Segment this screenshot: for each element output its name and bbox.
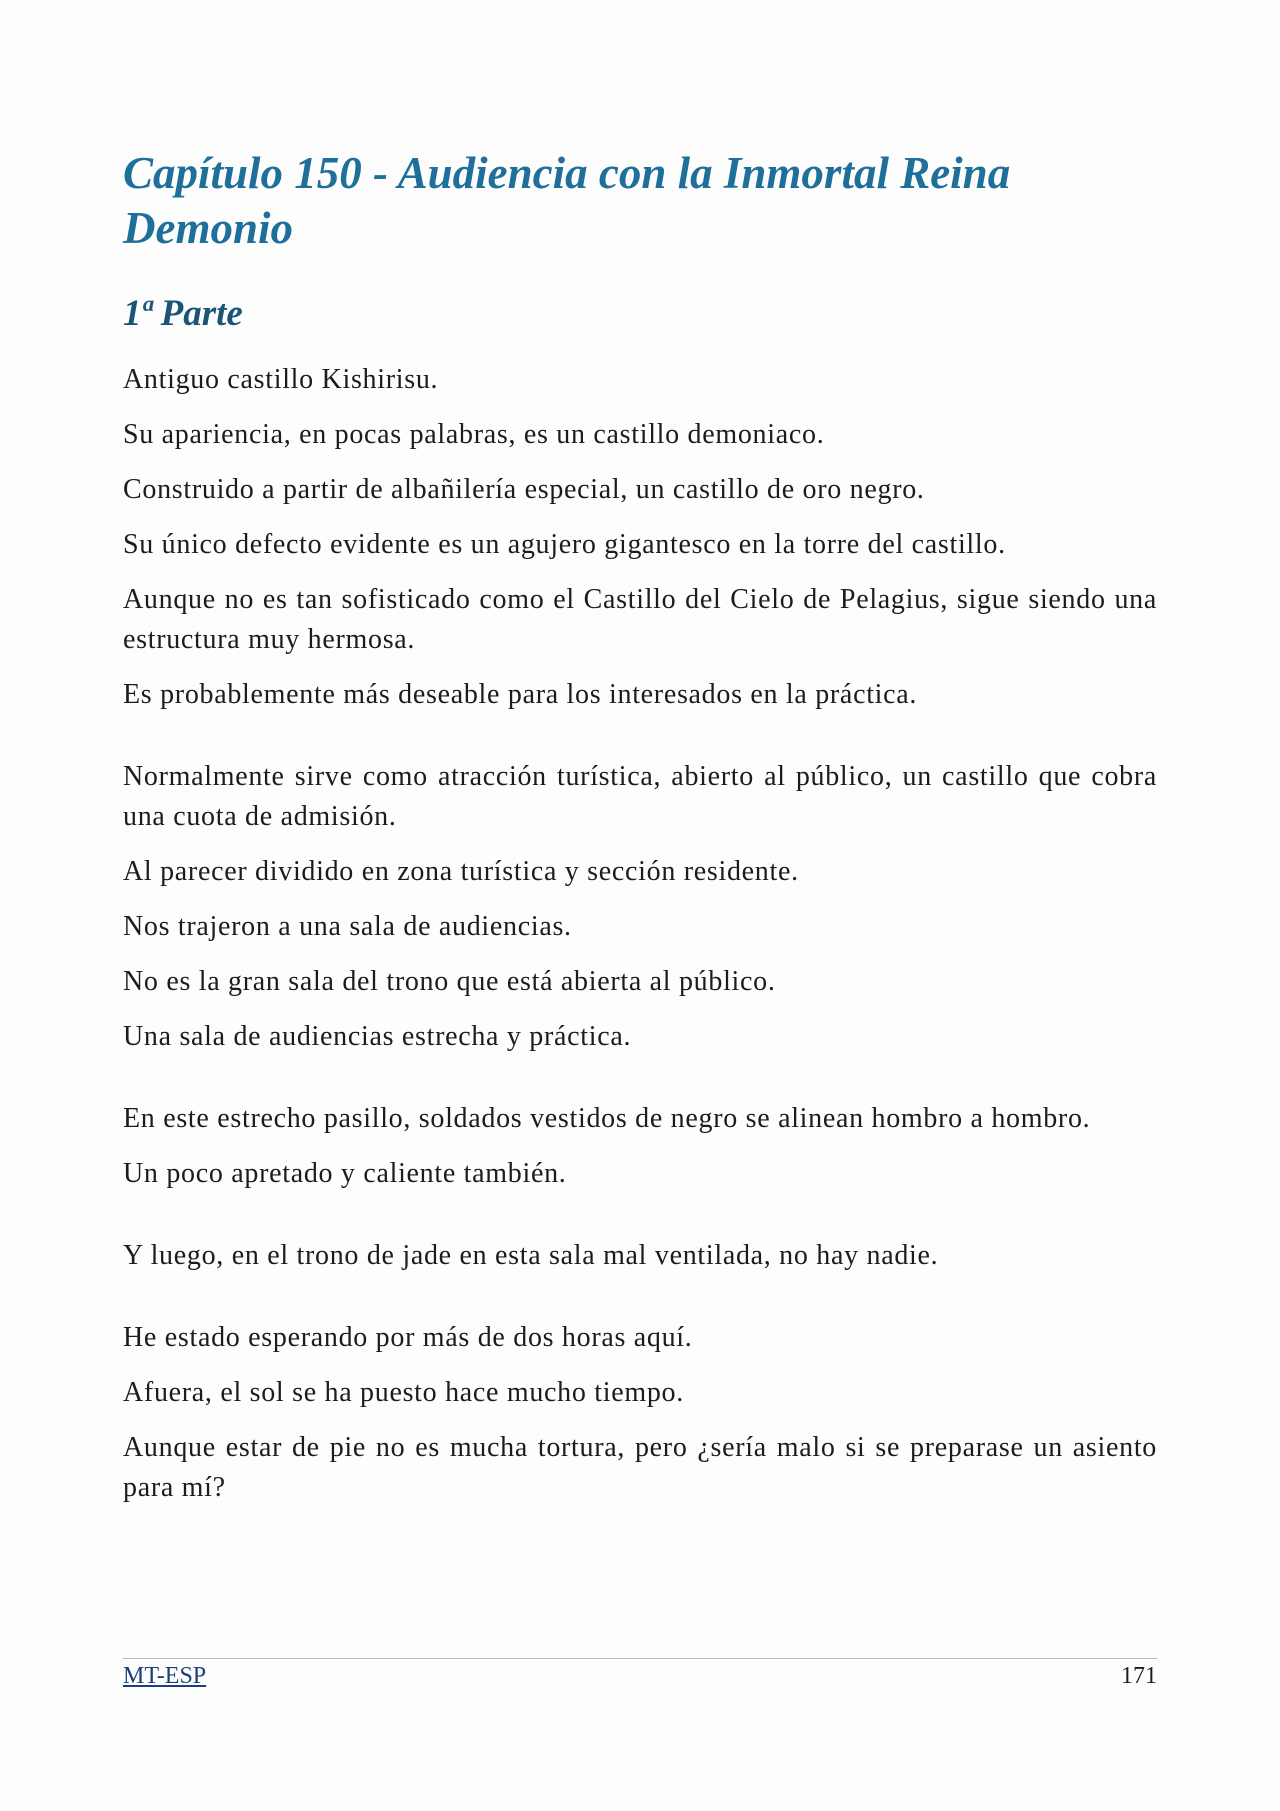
- paragraph: Una sala de audiencias estrecha y práctica.: [123, 1021, 632, 1052]
- paragraph: Su apariencia, en pocas palabras, es un castillo demoniaco.: [123, 419, 825, 450]
- paragraph: Aunque estar de pie no es mucha tortura, pero ¿sería malo si se preparase un asiento para mí?: [123, 1432, 1157, 1503]
- paragraph: Afuera, el sol se ha puesto hace mucho tiempo.: [123, 1377, 684, 1408]
- paragraph: Nos trajeron a una sala de audiencias.: [123, 911, 572, 942]
- page-number: 171: [1121, 1663, 1157, 1689]
- paragraph: Construido a partir de albañilería especial, un castillo de oro negro.: [123, 474, 925, 505]
- footer-source-link[interactable]: MT-ESP: [123, 1663, 207, 1689]
- paragraph: Antiguo castillo Kishirisu.: [123, 364, 439, 395]
- chapter-title: Capítulo 150 - Audiencia con la Inmortal Reina Demonio: [123, 148, 1011, 253]
- chapter-body: [123, 360, 1157, 1523]
- paragraph: Es probablemente más deseable para los interesados en la práctica.: [123, 679, 918, 710]
- paragraph: Un poco apretado y caliente también.: [123, 1158, 567, 1189]
- paragraph: Al parecer dividido en zona turística y sección residente.: [123, 856, 799, 887]
- paragraph: En este estrecho pasillo, soldados vestidos de negro se alinean hombro a hombro.: [123, 1103, 1091, 1134]
- paragraph: Normalmente sirve como atracción turística, abierto al público, un castillo que cobra una cuota de admisión.: [123, 761, 1157, 832]
- paragraph: No es la gran sala del trono que está abierta al público.: [123, 966, 776, 997]
- footer-divider: [123, 1658, 1157, 1659]
- paragraph: Aunque no es tan sofisticado como el Castillo del Cielo de Pelagius, sigue siendo una estructura muy hermosa.: [123, 584, 1157, 655]
- paragraph: Y luego, en el trono de jade en esta sala mal ventilada, no hay nadie.: [123, 1240, 939, 1271]
- document-page: [123, 0, 1157, 1811]
- paragraph: He estado esperando por más de dos horas aquí.: [123, 1322, 693, 1353]
- part-heading: 1ª Parte: [123, 293, 243, 334]
- paragraph: Su único defecto evidente es un agujero gigantesco en la torre del castillo.: [123, 529, 1006, 560]
